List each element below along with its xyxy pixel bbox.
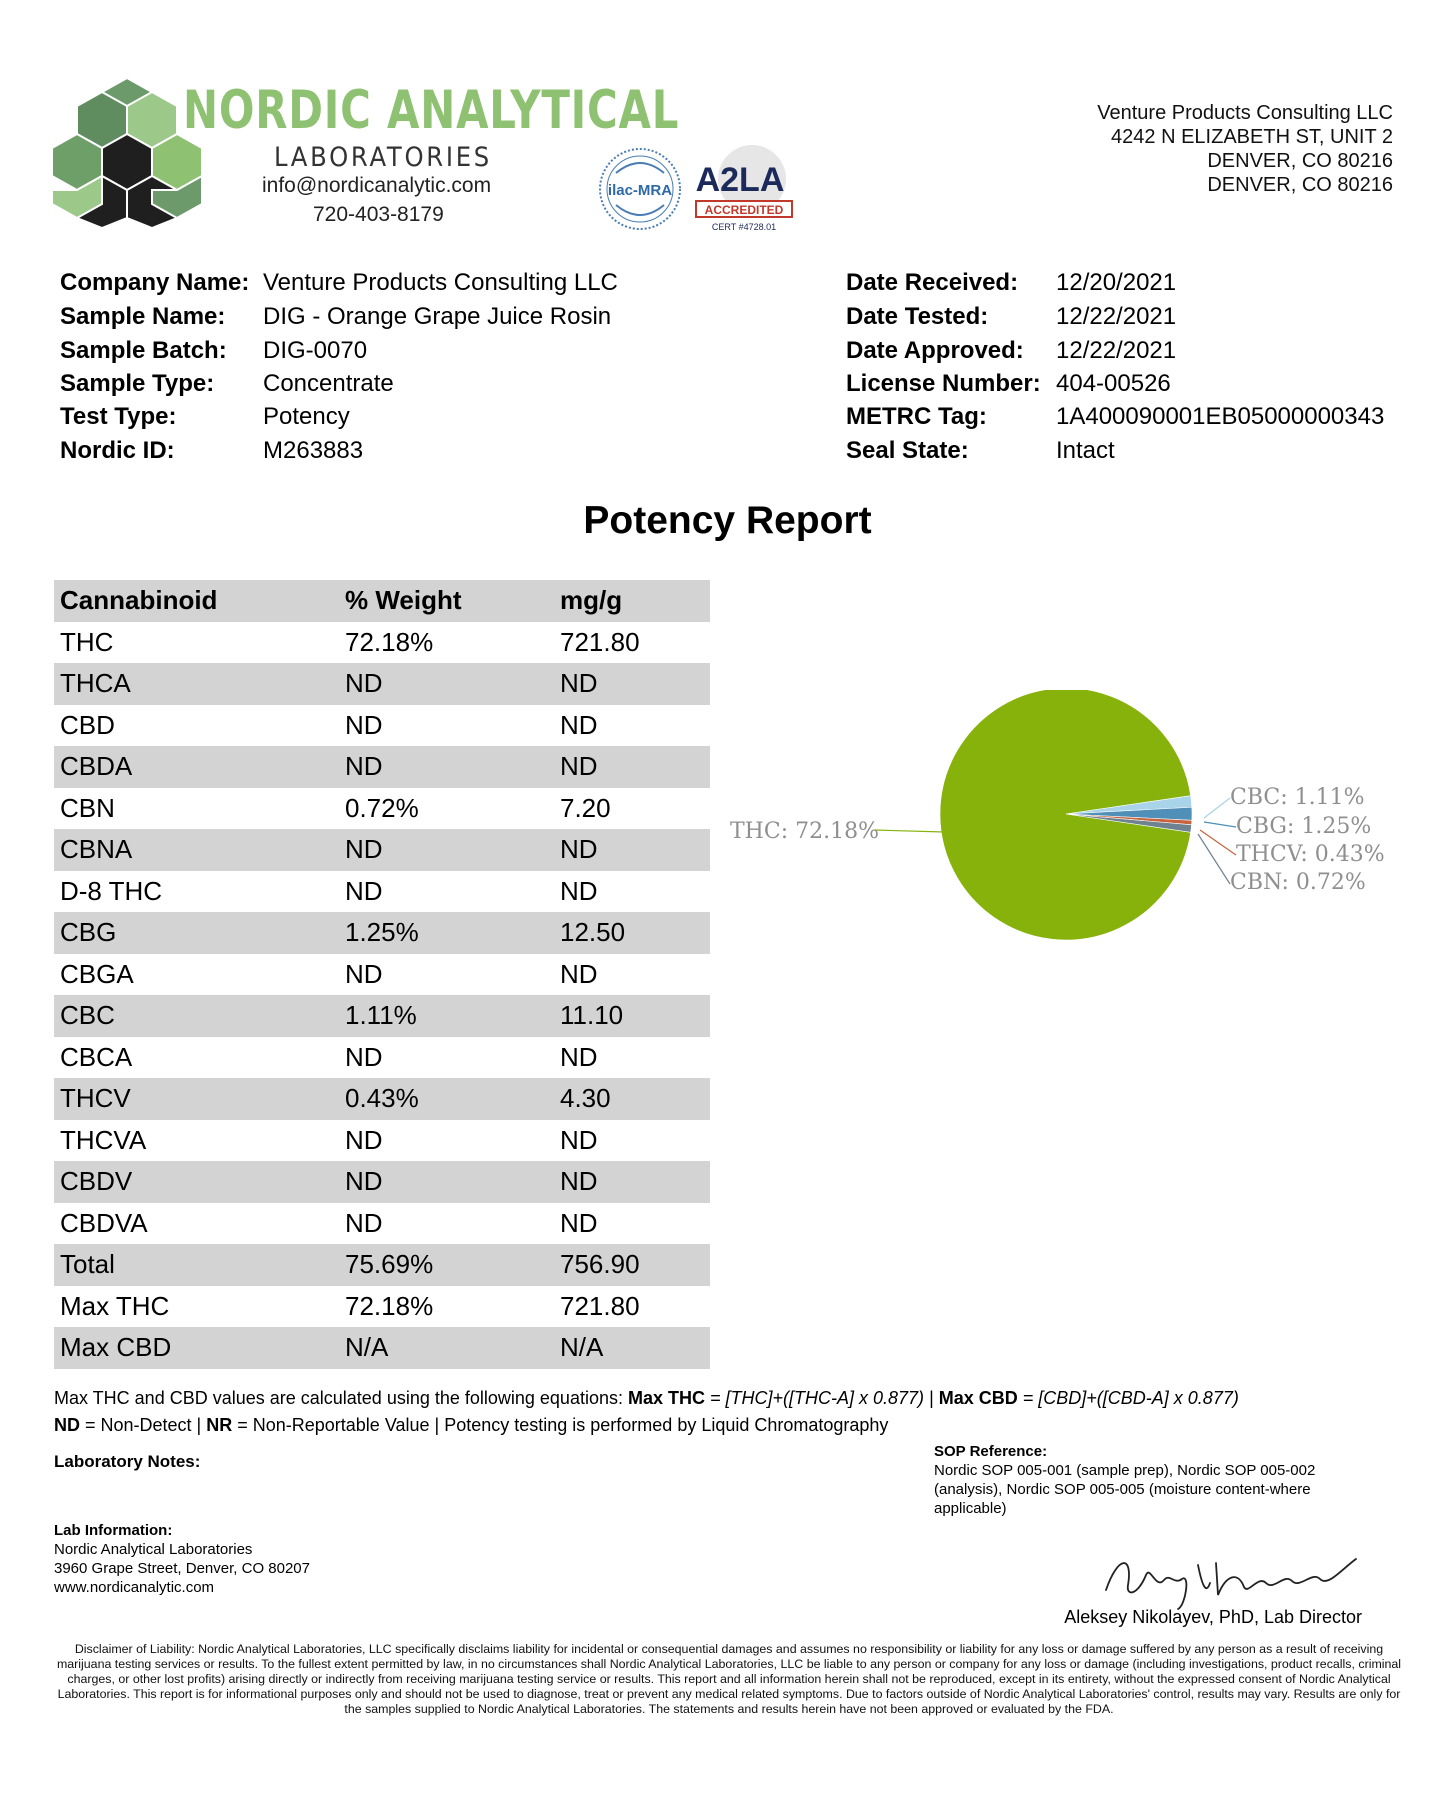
mg-per-g-cell: ND: [554, 1161, 710, 1203]
pie-label: CBG: 1.25%: [1236, 814, 1372, 839]
table-row: [54, 1244, 710, 1286]
weight-cell: 0.72%: [345, 792, 419, 823]
lab-information: [54, 1521, 310, 1597]
table-row: [54, 1327, 710, 1369]
cannabinoid-cell: Max CBD: [54, 1327, 339, 1369]
cannabinoid-cell: CBCA: [60, 1041, 133, 1072]
cannabinoid-cell: CBDA: [54, 746, 339, 788]
table-row: [54, 995, 710, 1037]
info-value: M263883: [263, 437, 364, 464]
info-row: [846, 370, 1171, 398]
cannabinoid-cell: CBDV: [54, 1161, 339, 1203]
sop-reference-text: Nordic SOP 005-001 (sample prep), Nordic SOP 005-002 (analysis), Nordic SOP 005-005 (moisture content-where applicable): [934, 1462, 1316, 1517]
max-thc-label: Max THC: [627, 1388, 705, 1408]
table-row: [54, 871, 710, 913]
weight-cell: 1.11%: [339, 995, 554, 1037]
weight-cell: ND: [345, 1124, 383, 1155]
weight-cell: 72.18%: [345, 1290, 434, 1321]
info-row: [846, 303, 1177, 331]
pie-leader-line: [1198, 834, 1230, 884]
weight-cell: 75.69%: [339, 1244, 554, 1286]
a2la-accredited-badge: [690, 141, 796, 238]
info-value: 12/22/2021: [1056, 337, 1177, 364]
mg-per-g-cell: 4.30: [554, 1078, 710, 1120]
cannabinoid-cell: CBNA: [54, 829, 339, 871]
info-label: Sample Name:: [60, 303, 226, 330]
nr-abbr: NR: [206, 1415, 233, 1435]
mg-per-g-cell: ND: [560, 1124, 598, 1155]
cannabinoid-pie-chart: [730, 690, 1410, 990]
info-label: Test Type:: [60, 403, 177, 430]
column-header-weight: % Weight: [339, 580, 554, 622]
table-row: [54, 622, 710, 664]
info-label: Sample Batch:: [60, 337, 227, 364]
mg-per-g-cell: 11.10: [554, 995, 710, 1037]
sop-reference-title: SOP Reference:: [934, 1443, 1048, 1460]
a2la-accredited-text: ACCREDITED: [704, 203, 784, 217]
info-label: Date Received:: [846, 269, 1019, 296]
info-row: [60, 337, 368, 365]
signatory-name: Aleksey Nikolayev, PhD, Lab Director: [1064, 1607, 1362, 1627]
a2la-badge-text: A2LA: [695, 161, 785, 199]
weight-cell: 1.25%: [339, 912, 554, 954]
cannabinoid-cell: THCA: [54, 663, 339, 705]
mg-per-g-cell: N/A: [554, 1327, 710, 1369]
info-row: [846, 403, 1385, 431]
client-city-repeat: DENVER, CO 80216: [1207, 174, 1393, 196]
weight-cell: ND: [345, 1207, 383, 1238]
director-signature: [1098, 1535, 1368, 1615]
equation-prefix: Max THC and CBD values are calculated using the following equations:: [54, 1388, 628, 1408]
info-row: [846, 437, 1115, 465]
table-row: [54, 746, 710, 788]
info-row: [60, 303, 612, 331]
info-value: 1A400090001EB05000000343: [1056, 403, 1385, 430]
lab-logo-subtitle: LABORATORIES: [274, 142, 492, 173]
table-row: [54, 954, 710, 996]
table-row: [54, 1161, 710, 1203]
info-value: DIG - Orange Grape Juice Rosin: [263, 303, 612, 330]
info-row: [60, 269, 618, 297]
lab-logo-title: NORDIC ANALYTICAL: [183, 80, 680, 141]
client-city: DENVER, CO 80216: [1207, 150, 1393, 172]
nd-abbr: ND: [54, 1415, 80, 1435]
weight-cell: ND: [339, 746, 554, 788]
nd-definition: = Non-Detect |: [80, 1415, 207, 1435]
liability-disclaimer: Disclaimer of Liability: Nordic Analytical Laboratories, LLC specifically disclaims liability for incidental or consequential damages and assumes no responsibility or liability for any loss or damage suffered by any person as a result of receiving marijuana testing services or results. To the fullest extent permitted by law, in no circumstances shall Nordic Analytical Laboratories, LLC be liable to any person or company for any loss or damage (including investigations, product recalls, criminal charges, or other lost profits) arising directly or indirectly from receiving marijuana testing service or results. This report and all information herein shall not be reproduced, except in its entirety, without the expressed consent of Nordic Analytical Laboratories. This report is for informational purposes only and should not be used to diagnose, treat or prevent any medical related symptoms. Due to factors outside of Nordic Analytical Laboratories' control, results may vary. Results are only for the samples supplied to Nordic Analytical Laboratories. The statements and results herein have not been approved or evaluated by the FDA.: [56, 1642, 1402, 1716]
max-equation-note: [54, 1388, 1239, 1409]
cannabinoid-cell: THCV: [54, 1078, 339, 1120]
info-value: 12/22/2021: [1056, 303, 1177, 330]
column-header-mg-per-g: mg/g: [554, 580, 710, 622]
mg-per-g-cell: ND: [554, 829, 710, 871]
info-value: 404-00526: [1056, 370, 1171, 397]
info-label: Sample Type:: [60, 370, 215, 397]
weight-cell: ND: [345, 709, 383, 740]
table-row: [54, 1120, 710, 1162]
lab-logo-hexagons: [52, 78, 202, 228]
weight-cell: 0.43%: [339, 1078, 554, 1120]
sop-reference: [934, 1442, 1354, 1518]
column-header-cannabinoid: Cannabinoid: [54, 580, 339, 622]
cannabinoid-cell: CBN: [60, 792, 115, 823]
table-row: [54, 1078, 710, 1120]
lab-phone: 720-403-8179: [313, 203, 444, 226]
pie-leader-line: [874, 830, 944, 832]
pie-label: CBN: 0.72%: [1230, 870, 1366, 895]
info-row: [846, 269, 1177, 297]
mg-per-g-cell: ND: [560, 1207, 598, 1238]
info-row: [846, 337, 1177, 365]
cannabinoid-cell: CBGA: [60, 958, 134, 989]
lab-information-name: Nordic Analytical Laboratories: [54, 1541, 253, 1558]
mg-per-g-cell: ND: [560, 958, 598, 989]
cannabinoid-cell: D-8 THC: [60, 875, 163, 906]
info-label: License Number:: [846, 370, 1041, 397]
mg-per-g-cell: 12.50: [554, 912, 710, 954]
weight-cell: ND: [339, 829, 554, 871]
ilac-mra-badge: [596, 143, 684, 235]
weight-cell: ND: [339, 1161, 554, 1203]
mg-per-g-cell: 756.90: [554, 1244, 710, 1286]
info-value: Potency: [263, 403, 350, 430]
separator: |: [924, 1388, 939, 1408]
info-label: Seal State:: [846, 437, 969, 464]
laboratory-notes-label: Laboratory Notes:: [54, 1452, 201, 1471]
cannabinoid-cell: THC: [60, 626, 114, 657]
info-value: Intact: [1056, 437, 1115, 464]
potency-table: [54, 580, 710, 1369]
pie-label: CBC: 1.11%: [1230, 785, 1365, 810]
a2la-cert-text: CERT #4728.01: [711, 222, 777, 232]
info-row: [60, 437, 364, 465]
info-label: Date Tested:: [846, 303, 989, 330]
pie-label: THCV: 0.43%: [1236, 842, 1385, 867]
info-value: DIG-0070: [263, 337, 368, 364]
mg-per-g-cell: ND: [560, 1041, 598, 1072]
info-row: [60, 403, 350, 431]
info-value: Venture Products Consulting LLC: [263, 269, 618, 296]
cannabinoid-cell: CBC: [54, 995, 339, 1037]
max-thc-equation: = [THC]+([THC-A] x 0.877): [705, 1388, 925, 1408]
pie-leader-line: [1204, 798, 1230, 818]
info-label: Date Approved:: [846, 337, 1024, 364]
weight-cell: ND: [345, 875, 383, 906]
table-row: [54, 1286, 710, 1328]
weight-cell: N/A: [339, 1327, 554, 1369]
mg-per-g-cell: 7.20: [560, 792, 611, 823]
info-value: Concentrate: [263, 370, 394, 397]
client-street: 4242 N ELIZABETH ST, UNIT 2: [1111, 126, 1393, 148]
weight-cell: ND: [345, 958, 383, 989]
table-row: [54, 1203, 710, 1245]
table-row: [54, 829, 710, 871]
pie-leader-line: [1204, 822, 1236, 827]
cannabinoid-cell: Max THC: [60, 1290, 170, 1321]
mg-per-g-cell: ND: [554, 746, 710, 788]
weight-cell: ND: [339, 663, 554, 705]
table-row: [54, 663, 710, 705]
max-cbd-label: Max CBD: [938, 1388, 1018, 1408]
max-cbd-equation: = [CBD]+([CBD-A] x 0.877): [1017, 1388, 1239, 1408]
table-header-row: [54, 580, 710, 622]
pie-label: THC: 72.18%: [730, 819, 879, 844]
table-row: [54, 912, 710, 954]
report-title: Potency Report: [583, 499, 872, 542]
ilac-badge-text: ilac-MRA: [607, 182, 673, 199]
lab-information-website: www.nordicanalytic.com: [54, 1579, 215, 1596]
weight-cell: 72.18%: [345, 626, 434, 657]
mg-per-g-cell: 721.80: [560, 1290, 640, 1321]
mg-per-g-cell: ND: [560, 709, 598, 740]
client-name: Venture Products Consulting LLC: [1097, 102, 1393, 124]
table-row: [54, 788, 710, 830]
pie-leader-line: [1200, 830, 1236, 855]
cannabinoid-cell: THCVA: [60, 1124, 147, 1155]
info-label: METRC Tag:: [846, 403, 987, 430]
lab-information-title: Lab Information:: [54, 1522, 173, 1539]
mg-per-g-cell: ND: [560, 875, 598, 906]
cannabinoid-cell: CBDVA: [60, 1207, 148, 1238]
cannabinoid-cell: Total: [54, 1244, 339, 1286]
mg-per-g-cell: 721.80: [560, 626, 640, 657]
info-value: 12/20/2021: [1056, 269, 1177, 296]
info-row: [60, 370, 394, 398]
table-row: [54, 705, 710, 747]
nr-definition: = Non-Reportable Value | Potency testing is performed by Liquid Chromatography: [232, 1415, 889, 1435]
info-label: Nordic ID:: [60, 437, 175, 464]
cannabinoid-cell: CBG: [54, 912, 339, 954]
table-row: [54, 1037, 710, 1079]
lab-information-address: 3960 Grape Street, Denver, CO 80207: [54, 1560, 310, 1577]
weight-cell: ND: [345, 1041, 383, 1072]
potency-table-body: [54, 622, 710, 1369]
mg-per-g-cell: ND: [554, 663, 710, 705]
abbreviation-legend: [54, 1415, 888, 1436]
cannabinoid-cell: CBD: [60, 709, 115, 740]
client-address-block: [1097, 101, 1393, 197]
info-label: Company Name:: [60, 269, 250, 296]
lab-email: info@nordicanalytic.com: [262, 174, 492, 197]
